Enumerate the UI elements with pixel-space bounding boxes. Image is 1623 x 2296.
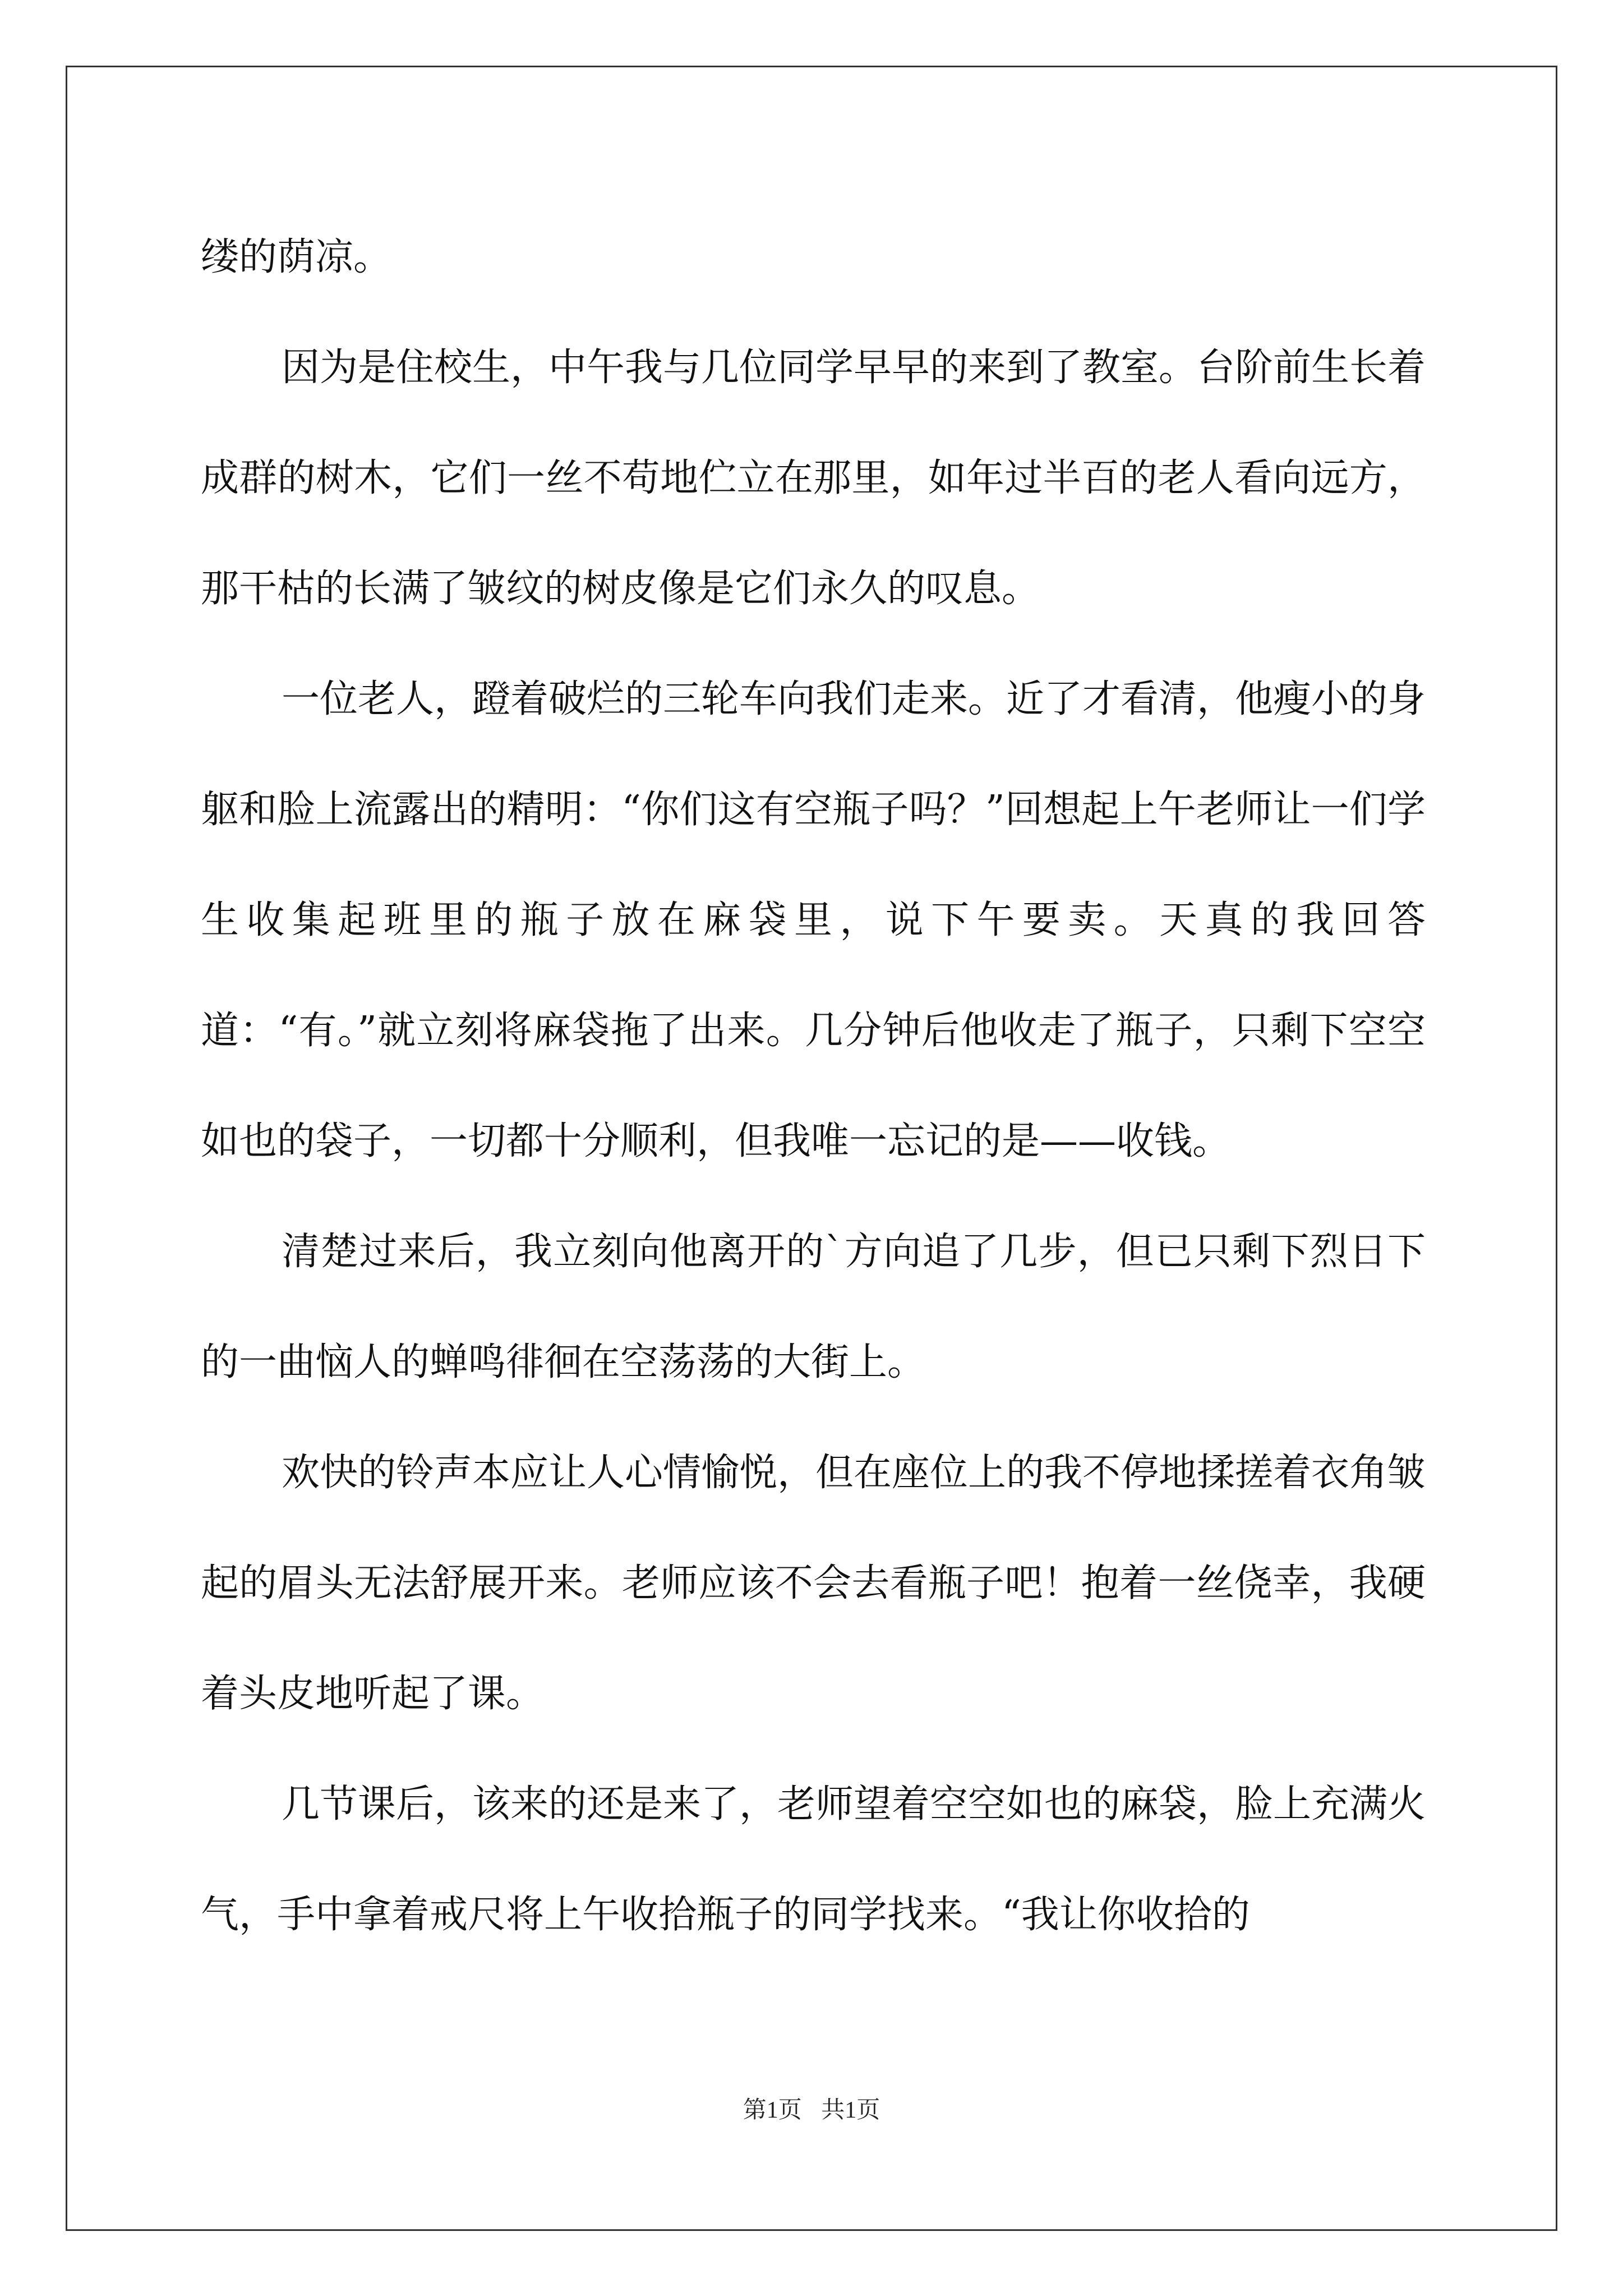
page-number: 第1页 xyxy=(743,2097,802,2123)
page-total: 共1页 xyxy=(821,2097,880,2123)
paragraph: 清楚过来后，我立刻向他离开的`方向追了几步，但已只剩下烈日下的一曲恼人的蝉鸣徘徊在空荡荡的大街上。 xyxy=(201,1230,1426,1384)
page-footer xyxy=(0,2091,1623,2125)
paragraph: 几节课后，该来的还是来了，老师望着空空如也的麻袋，脸上充满火气，手中拿着戒尺将上午收拾瓶子的同学找来。“我让你收拾的 xyxy=(201,1782,1426,1937)
paragraph: 欢快的铃声本应让人心情愉悦，但在座位上的我不停地揉搓着衣角皱起的眉头无法舒展开来。老师应该不会去看瓶子吧！抱着一丝侥幸，我硬着头皮地听起了课。 xyxy=(201,1451,1426,1716)
paragraph: 缕的荫凉。 xyxy=(201,235,392,279)
paragraph: 因为是住校生，中午我与几位同学早早的来到了教室。台阶前生长着成群的树木，它们一丝不苟地伫立在那里，如年过半百的老人看向远方，那干枯的长满了皱纹的树皮像是它们永久的叹息。 xyxy=(201,346,1426,611)
document-body xyxy=(201,202,1426,1970)
paragraph: 一位老人，蹬着破烂的三轮车向我们走来。近了才看清，他瘦小的身躯和脸上流露出的精明：“你们这有空瓶子吗？”回想起上午老师让一们学生收集起班里的瓶子放在麻袋里，说下午要卖。天真的我回答道：“有。”就立刻将麻袋拖了出来。几分钟后他收走了瓶子，只剩下空空如也的袋子，一切都十分顺利，但我唯一忘记的是——收钱。 xyxy=(201,677,1426,1163)
